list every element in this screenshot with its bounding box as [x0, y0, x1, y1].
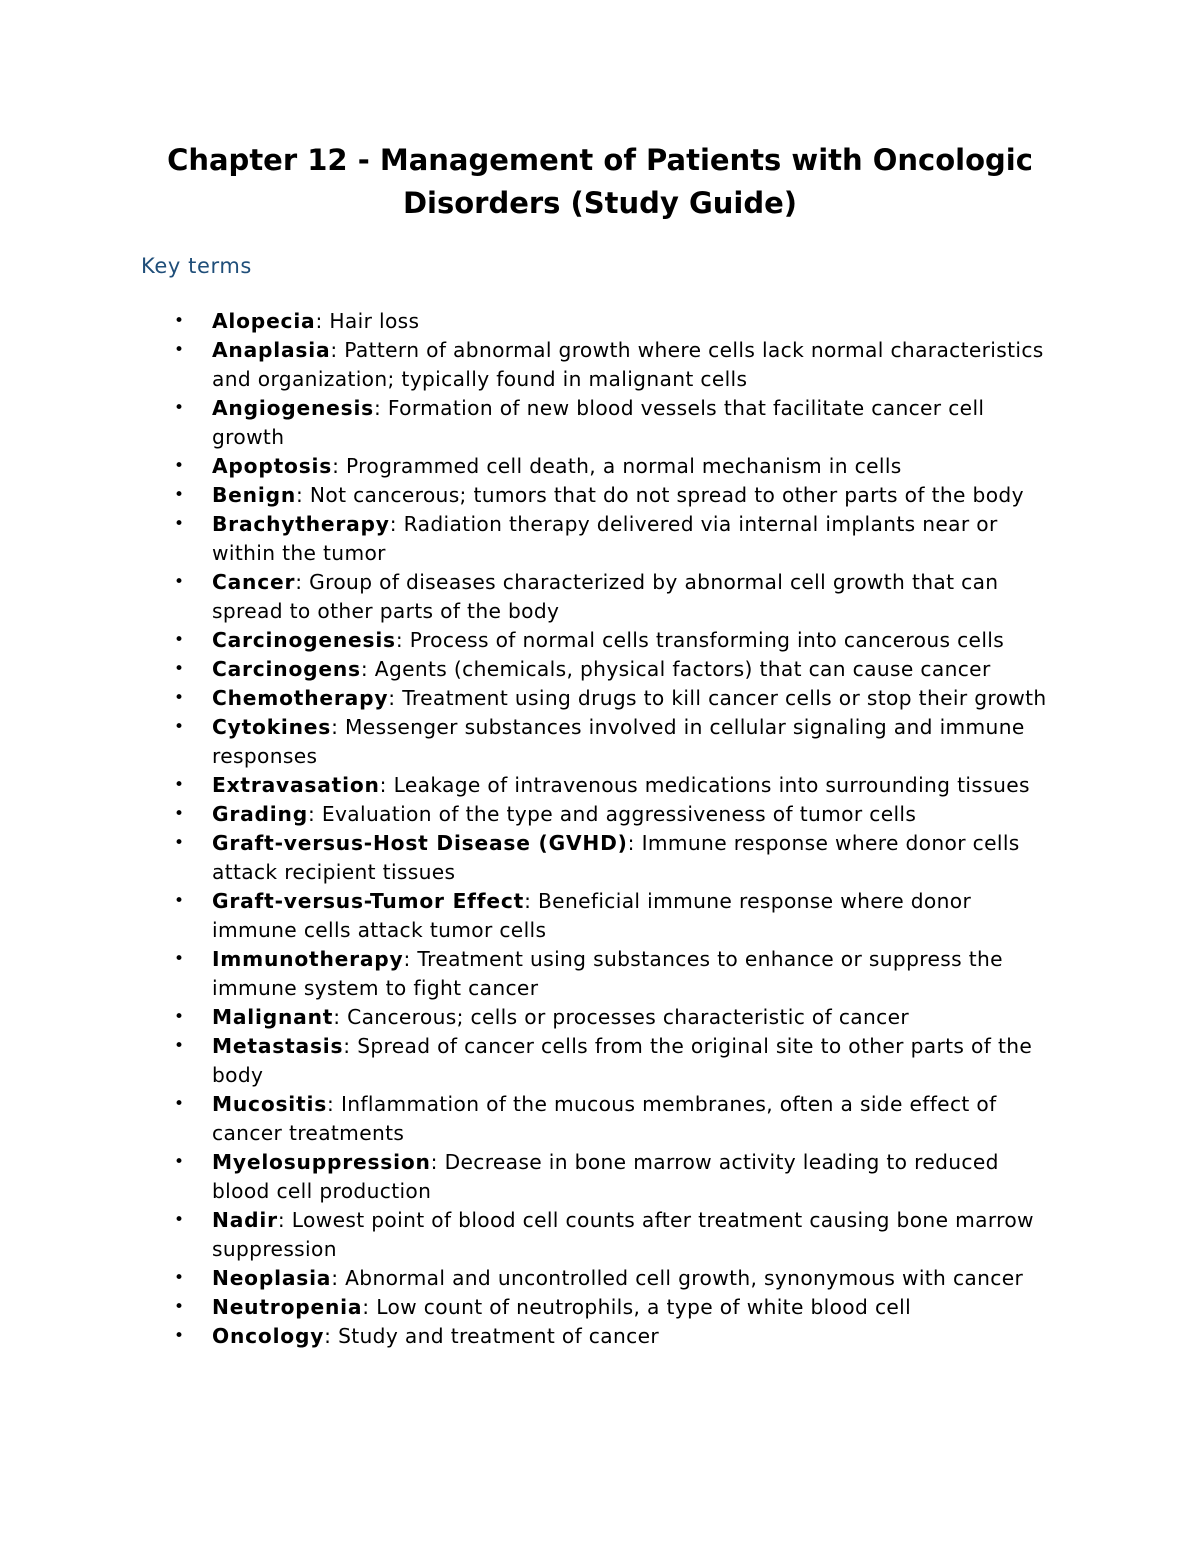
term-definition: : Not cancerous; tumors that do not spread to other parts of the body	[296, 483, 1024, 507]
term-definition: : Inflammation of the mucous membranes, often a side effect of cancer treatments	[212, 1092, 997, 1145]
term-name: Carcinogenesis	[212, 628, 396, 652]
page-title: Chapter 12 - Management of Patients with Oncologic Disorders (Study Guide)	[167, 143, 1033, 220]
term-name: Immunotherapy	[212, 947, 404, 971]
list-item	[0, 771, 1062, 800]
list-item	[0, 568, 1062, 626]
bullet-icon: •	[174, 717, 185, 737]
bullet-icon: •	[174, 804, 185, 824]
term-definition: : Beneficial immune response where donor immune cells attack tumor cells	[212, 889, 972, 942]
key-terms-list	[0, 307, 1200, 1351]
bullet-icon: •	[174, 949, 185, 969]
list-item	[0, 481, 1062, 510]
list-item	[0, 1206, 1062, 1264]
list-item	[0, 510, 1062, 568]
bullet-icon: •	[174, 1326, 185, 1346]
term-name: Graft-versus-Host Disease (GVHD)	[212, 831, 628, 855]
bullet-icon: •	[174, 1210, 185, 1230]
bullet-icon: •	[174, 659, 185, 679]
term-name: Brachytherapy	[212, 512, 390, 536]
term-name: Benign	[212, 483, 296, 507]
term-name: Chemotherapy	[212, 686, 389, 710]
term-name: Anaplasia	[212, 338, 331, 362]
term-name: Cytokines	[212, 715, 332, 739]
bullet-icon: •	[174, 1094, 185, 1114]
list-item	[0, 1148, 1062, 1206]
bullet-icon: •	[174, 1268, 185, 1288]
bullet-icon: •	[174, 1036, 185, 1056]
list-item	[0, 1293, 1062, 1322]
term-definition: : Radiation therapy delivered via internal implants near or within the tumor	[212, 512, 998, 565]
list-item	[0, 1090, 1062, 1148]
term-name: Apoptosis	[212, 454, 333, 478]
term-definition: : Process of normal cells transforming into cancerous cells	[395, 628, 1005, 652]
term-definition: : Leakage of intravenous medications into surrounding tissues	[379, 773, 1030, 797]
list-item	[0, 684, 1062, 713]
section-heading-key-terms: Key terms	[141, 254, 252, 278]
bullet-icon: •	[174, 456, 185, 476]
list-item	[0, 800, 1062, 829]
term-definition: : Agents (chemicals, physical factors) that can cause cancer	[360, 657, 991, 681]
bullet-icon: •	[174, 311, 185, 331]
list-item	[0, 452, 1062, 481]
bullet-icon: •	[174, 1297, 185, 1317]
list-item	[0, 1322, 1062, 1351]
list-item	[0, 336, 1062, 394]
bullet-icon: •	[174, 630, 185, 650]
list-item	[0, 887, 1062, 945]
list-item	[0, 945, 1062, 1003]
term-definition: : Group of diseases characterized by abnormal cell growth that can spread to other parts of the body	[212, 570, 999, 623]
term-name: Angiogenesis	[212, 396, 374, 420]
term-definition: : Pattern of abnormal growth where cells lack normal characteristics and organization; typically found in malignant cells	[212, 338, 1044, 391]
term-definition: : Formation of new blood vessels that facilitate cancer cell growth	[212, 396, 985, 449]
term-name: Extravasation	[212, 773, 380, 797]
term-name: Grading	[212, 802, 308, 826]
list-item	[0, 829, 1062, 887]
term-definition: : Spread of cancer cells from the original site to other parts of the body	[212, 1034, 1033, 1087]
term-name: Mucositis	[212, 1092, 328, 1116]
bullet-icon: •	[174, 775, 185, 795]
term-definition: : Study and treatment of cancer	[324, 1324, 659, 1348]
bullet-icon: •	[174, 1007, 185, 1027]
term-definition: : Programmed cell death, a normal mechanism in cells	[332, 454, 902, 478]
term-name: Cancer	[212, 570, 296, 594]
term-definition: : Treatment using substances to enhance or suppress the immune system to fight cancer	[212, 947, 1003, 1000]
term-definition: : Treatment using drugs to kill cancer cells or stop their growth	[388, 686, 1047, 710]
term-name: Malignant	[212, 1005, 334, 1029]
term-name: Neoplasia	[212, 1266, 332, 1290]
term-definition: : Cancerous; cells or processes characteristic of cancer	[333, 1005, 910, 1029]
term-definition: : Lowest point of blood cell counts after treatment causing bone marrow suppression	[212, 1208, 1034, 1261]
list-item	[0, 1032, 1062, 1090]
list-item	[0, 1003, 1062, 1032]
bullet-icon: •	[174, 398, 185, 418]
bullet-icon: •	[174, 485, 185, 505]
term-name: Oncology	[212, 1324, 325, 1348]
list-item	[0, 1264, 1062, 1293]
term-name: Myelosuppression	[212, 1150, 431, 1174]
list-item	[0, 655, 1062, 684]
term-definition: : Low count of neutrophils, a type of white blood cell	[362, 1295, 912, 1319]
term-definition: : Decrease in bone marrow activity leading to reduced blood cell production	[212, 1150, 999, 1203]
bullet-icon: •	[174, 514, 185, 534]
term-definition: : Abnormal and uncontrolled cell growth, synonymous with cancer	[331, 1266, 1024, 1290]
bullet-icon: •	[174, 688, 185, 708]
bullet-icon: •	[174, 891, 185, 911]
bullet-icon: •	[174, 1152, 185, 1172]
bullet-icon: •	[174, 833, 185, 853]
term-definition: : Messenger substances involved in cellular signaling and immune responses	[212, 715, 1025, 768]
term-name: Neutropenia	[212, 1295, 363, 1319]
bullet-icon: •	[174, 340, 185, 360]
list-item	[0, 713, 1062, 771]
bullet-icon: •	[174, 572, 185, 592]
term-name: Carcinogens	[212, 657, 361, 681]
list-item	[0, 626, 1062, 655]
term-definition: : Evaluation of the type and aggressiveness of tumor cells	[307, 802, 917, 826]
list-item	[0, 307, 1062, 336]
list-item	[0, 394, 1062, 452]
term-definition: : Hair loss	[315, 309, 420, 333]
term-name: Nadir	[212, 1208, 278, 1232]
term-name: Metastasis	[212, 1034, 344, 1058]
term-name: Alopecia	[212, 309, 316, 333]
term-name: Graft-versus-Tumor Effect	[212, 889, 525, 913]
term-definition: : Immune response where donor cells attack recipient tissues	[212, 831, 1020, 884]
